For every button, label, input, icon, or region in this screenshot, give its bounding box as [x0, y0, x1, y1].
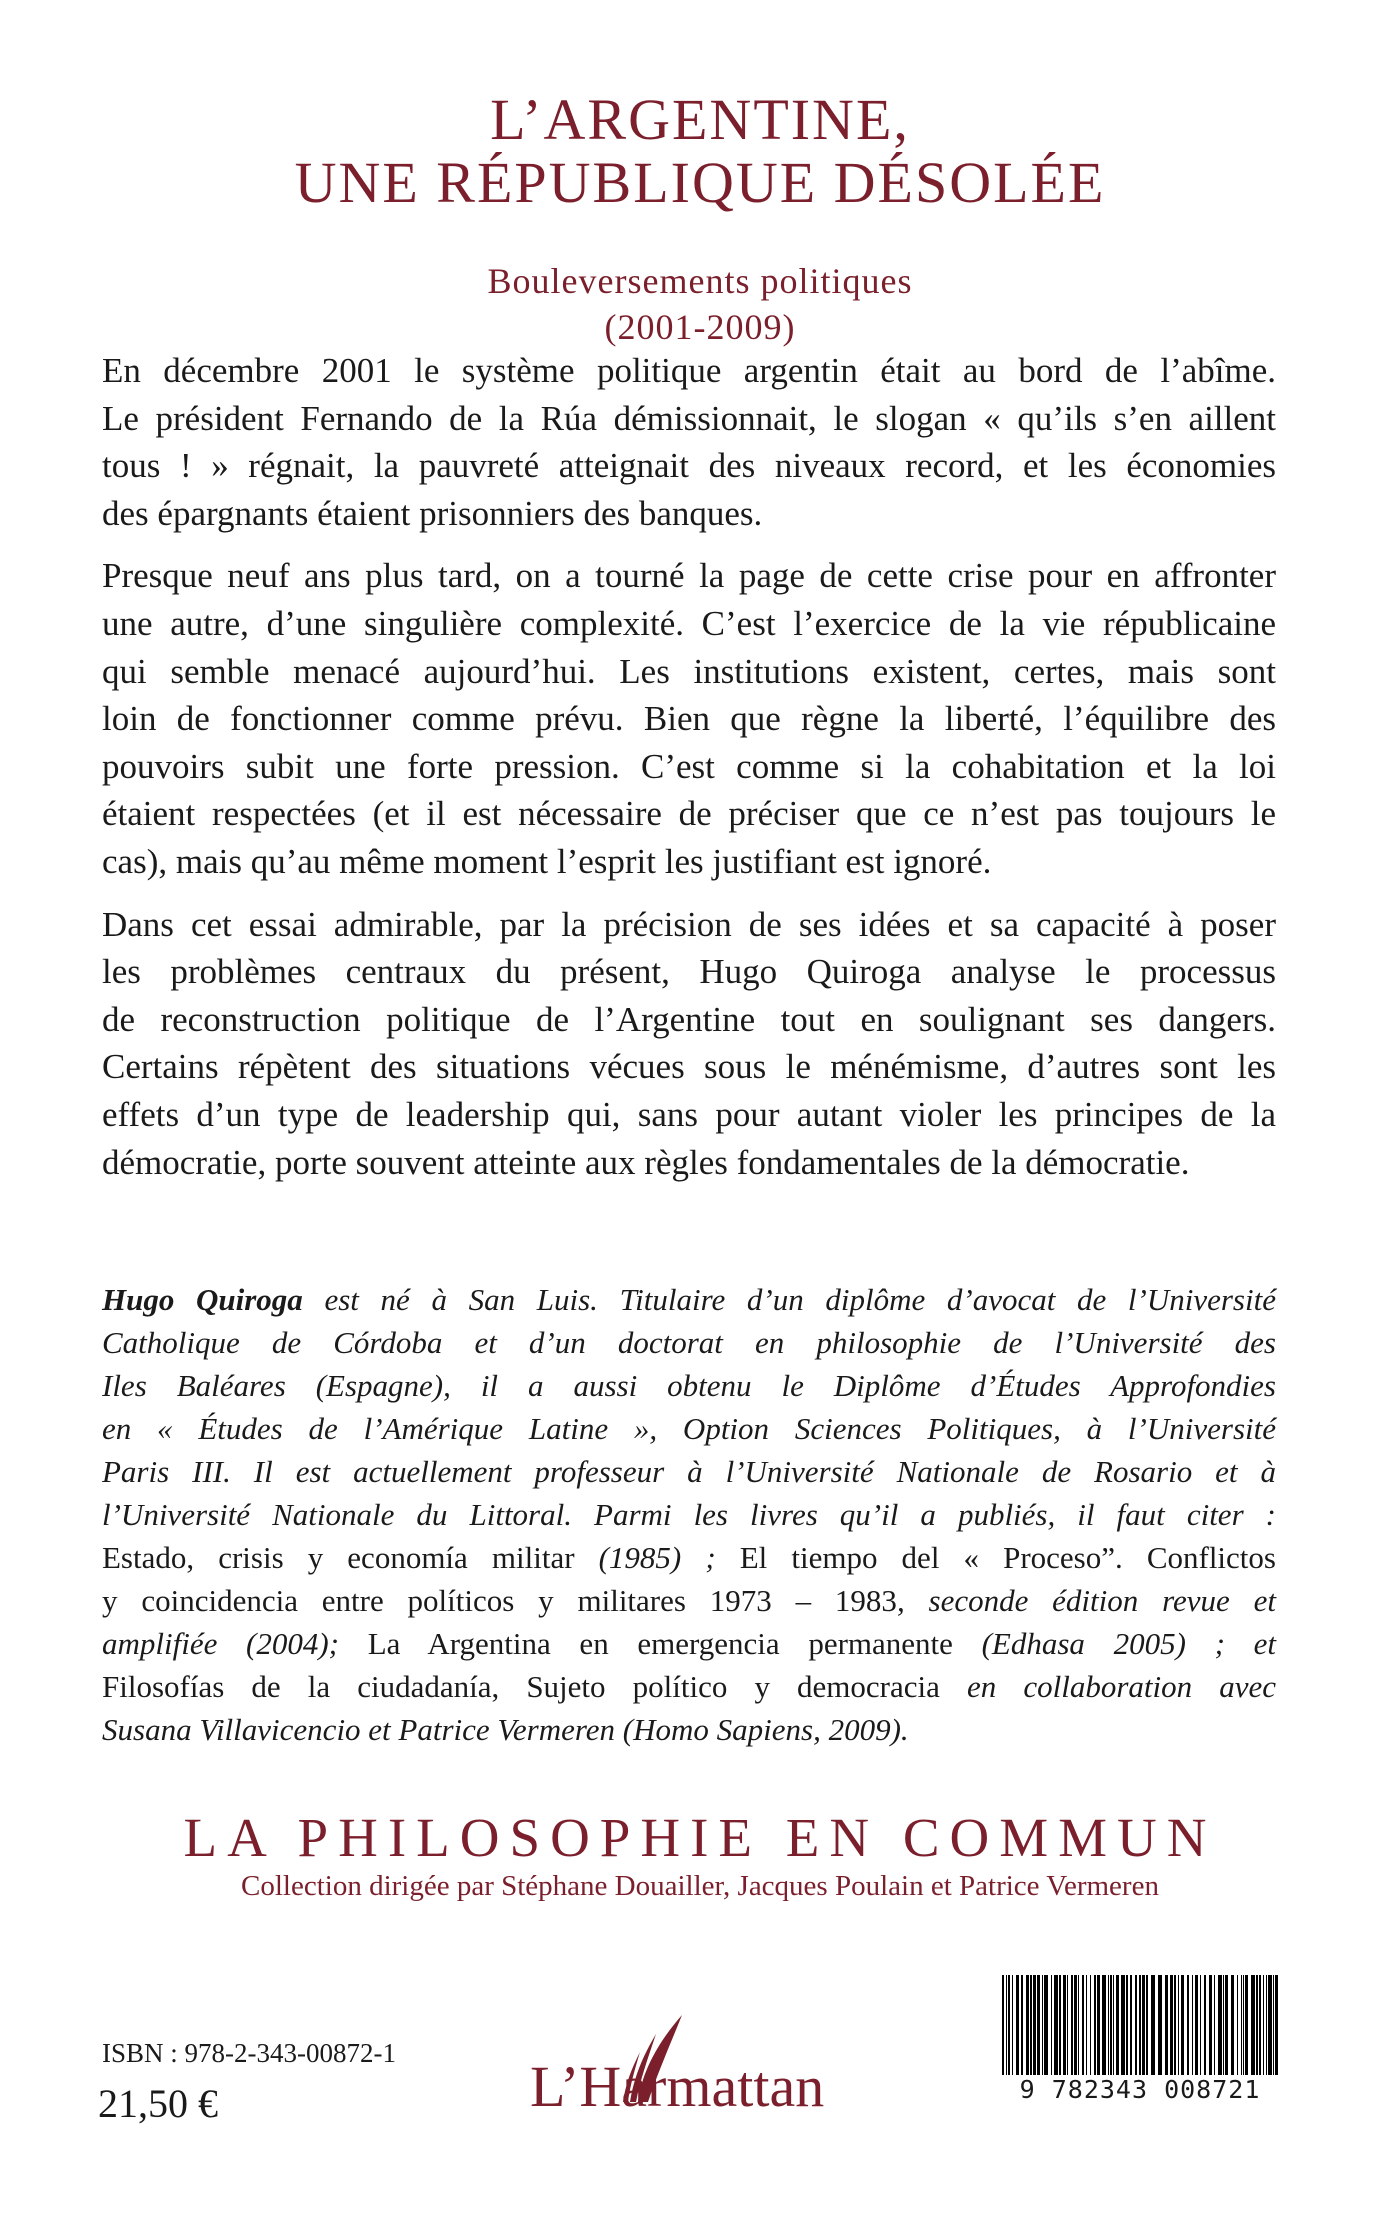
barcode-bar	[1078, 1975, 1079, 2075]
blurb-line: effets d’un type de leadership qui, sans pour autant violer les principes de la	[102, 1094, 1276, 1134]
barcode-bar	[1158, 1975, 1162, 2075]
collection-block	[0, 1808, 1400, 1904]
blurb-line: des épargnants étaient prisonniers des banques.	[102, 493, 763, 533]
barcode-bar	[1082, 1975, 1084, 2075]
bio-line	[102, 1493, 1276, 1536]
blurb-line: de reconstruction politique de l’Argentine tout en soulignant ses dangers.	[102, 999, 1276, 1039]
bio-line	[102, 1665, 1276, 1708]
bio-line	[102, 1536, 1276, 1579]
barcode-bar	[1209, 1975, 1212, 2075]
barcode-bar	[1074, 1975, 1077, 2075]
barcode-bar	[1097, 1975, 1100, 2075]
isbn: ISBN : 978-2-343-00872-1	[102, 2038, 396, 2068]
barcode-bar	[1008, 1975, 1010, 2075]
barcode-bar	[1192, 1975, 1193, 2075]
barcode-bar	[1223, 1975, 1224, 2075]
publisher-name: L’Harmattan	[530, 2054, 825, 2119]
book-title	[0, 88, 1400, 214]
barcode-bar	[1026, 1975, 1029, 2075]
barcode-bar	[1268, 1975, 1272, 2075]
barcode-bar	[1237, 1975, 1238, 2075]
bio-line	[102, 1622, 1276, 1665]
bio-segment: est né à San Luis. Titulaire d’un diplôme d’avocat de l’Université	[302, 1282, 1276, 1317]
collection-title: LA PHILOSOPHIE EN COMMUN	[183, 1807, 1217, 1868]
publisher-logo	[530, 2010, 870, 2120]
blurb-line: cas), mais qu’au même moment l’esprit les justifiant est ignoré.	[102, 841, 992, 881]
barcode-bar	[1121, 1975, 1125, 2075]
barcode-bar	[1063, 1975, 1066, 2075]
barcode-bars	[1000, 1975, 1280, 2083]
barcode-bar	[1256, 1975, 1258, 2075]
blurb-line: qui semble menacé aujourd’hui. Les institutions existent, certes, mais sont	[102, 651, 1276, 691]
bio-segment: y coincidencia entre políticos y militares 1973 – 1983	[102, 1583, 897, 1618]
bio-line	[102, 1321, 1276, 1364]
barcode-bar	[1187, 1975, 1189, 2075]
blurb-line: une autre, d’une singulière complexité. C’est l’exercice de la vie républicaine	[102, 603, 1276, 643]
barcode-bar	[1259, 1975, 1261, 2075]
bio-line	[102, 1364, 1276, 1407]
collection-editors: Collection dirigée par Stéphane Douailler, Jacques Poulain et Patrice Vermeren	[241, 1870, 1159, 1902]
bio-segment: Susana Villavicencio et Patrice Vermeren (Homo Sapiens, 2009).	[102, 1712, 909, 1747]
barcode-bar	[1214, 1975, 1215, 2075]
bio-segment: amplifiée (2004);	[102, 1626, 340, 1661]
barcode-bar	[1181, 1975, 1184, 2075]
author-bio	[102, 1278, 1276, 1751]
barcode-bar	[1178, 1975, 1179, 2075]
blurb-line: étaient respectées (et il est nécessaire de préciser que ce n’est pas toujours le	[102, 794, 1276, 834]
barcode-bar	[1042, 1975, 1043, 2075]
bio-segment: Estado, crisis y economía militar	[102, 1540, 599, 1575]
title-line-2: UNE RÉPUBLIQUE DÉSOLÉE	[294, 150, 1106, 215]
blurb-line: tous ! » régnait, la pauvreté atteignait des niveaux record, et les économies	[102, 446, 1276, 486]
barcode-bar	[1110, 1975, 1112, 2075]
barcode	[1000, 1975, 1280, 2110]
barcode-bar	[1135, 1975, 1137, 2075]
barcode-bar	[1146, 1975, 1148, 2075]
barcode-bar	[1030, 1975, 1032, 2075]
barcode-bar	[1021, 1975, 1023, 2075]
bio-line	[102, 1579, 1276, 1622]
blurb-paragraph	[102, 552, 1276, 885]
bio-line	[102, 1450, 1276, 1493]
bio-line	[102, 1278, 1276, 1321]
bio-segment: Paris III. Il est actuellement professeur à l’Université Nationale de Rosario et à	[102, 1454, 1276, 1489]
author-name: Hugo Quiroga	[102, 1282, 303, 1317]
barcode-bar	[1225, 1975, 1228, 2075]
barcode-bar	[1086, 1975, 1087, 2075]
book-subtitle	[0, 258, 1400, 350]
blurb-line: Certains répètent des situations vécues sous le ménémisme, d’autres sont les	[102, 1047, 1276, 1087]
barcode-bar	[1108, 1975, 1109, 2075]
blurb-line: En décembre 2001 le système politique argentin était au bord de l’abîme.	[102, 351, 1276, 390]
price: 21,50 €	[98, 2081, 218, 2126]
barcode-bar	[1033, 1975, 1036, 2075]
barcode-bar	[1044, 1975, 1048, 2075]
barcode-bar	[1243, 1975, 1244, 2075]
blurb-paragraph	[102, 347, 1276, 537]
barcode-bar	[1218, 1975, 1222, 2075]
barcode-bar	[1051, 1975, 1052, 2075]
blurb-line: Presque neuf ans plus tard, on a tourné la page de cette crise pour en affronter	[102, 556, 1276, 596]
barcode-bar	[1090, 1975, 1091, 2075]
barcode-bar	[1012, 1975, 1013, 2075]
barcode-bar	[1054, 1975, 1058, 2075]
barcode-bar	[1016, 1975, 1019, 2075]
barcode-bar	[1126, 1975, 1128, 2075]
barcode-bar	[1130, 1975, 1132, 2075]
barcode-bar	[1037, 1975, 1040, 2075]
barcode-bar	[1006, 1975, 1007, 2075]
subtitle-line-2: (2001-2009)	[604, 307, 796, 347]
barcode-bar	[1266, 1975, 1267, 2075]
bio-line	[102, 1708, 1276, 1751]
bio-segment: en collaboration avec	[967, 1669, 1277, 1704]
blurb-line: démocratie, porte souvent atteinte aux règles fondamentales de la démocratie.	[102, 1142, 1190, 1182]
bio-segment: Catholique de Córdoba et d’un doctorat en philosophie de l’Université des	[102, 1325, 1276, 1360]
barcode-bar	[1273, 1975, 1274, 2075]
blurb-line: loin de fonctionner comme prévu. Bien que règne la liberté, l’équilibre des	[102, 699, 1276, 739]
barcode-bar	[1174, 1975, 1176, 2075]
bio-segment: Filosofías de la ciudadanía, Sujeto político y democracia	[102, 1669, 968, 1704]
barcode-bar	[1170, 1975, 1173, 2075]
barcode-bar	[1059, 1975, 1061, 2075]
subtitle-line-1: Bouleversements politiques	[487, 261, 913, 301]
blurb-paragraph	[102, 901, 1276, 1187]
bio-segment: l’Université Nationale du Littoral. Parmi les livres qu’il a publiés, il faut citer :	[102, 1497, 1276, 1532]
barcode-bar	[1116, 1975, 1119, 2075]
blurb-line: les problèmes centraux du présent, Hugo Quiroga analyse le processus	[102, 952, 1276, 992]
barcode-bar	[1165, 1975, 1168, 2075]
barcode-digits: 9 782343 008721	[1019, 2075, 1261, 2104]
barcode-bar	[1151, 1975, 1155, 2075]
barcode-bar	[1275, 1975, 1278, 2075]
barcode-bar	[1245, 1975, 1248, 2075]
bio-segment: , seconde édition revue et	[896, 1583, 1276, 1618]
bio-segment: Iles Baléares (Espagne), il a aussi obtenu le Diplôme d’Études Approfondies	[102, 1368, 1276, 1403]
blurb-line: pouvoirs subit une forte pression. C’est comme si la cohabitation et la loi	[102, 746, 1276, 786]
bio-segment: en « Études de l’Amérique Latine », Option Sciences Politiques, à l’Université	[102, 1411, 1276, 1446]
barcode-bar	[1067, 1975, 1068, 2075]
blurb-text	[102, 347, 1276, 1186]
barcode-bar	[1113, 1975, 1114, 2075]
barcode-bar	[1200, 1975, 1201, 2075]
barcode-bar	[1094, 1975, 1096, 2075]
blurb-line: Dans cet essai admirable, par la précision de ses idées et sa capacité à poser	[102, 904, 1276, 944]
bio-line	[102, 1407, 1276, 1450]
blurb-line: Le président Fernando de la Rúa démissionnait, le slogan « qu’ils s’en aillent	[102, 398, 1276, 438]
barcode-bar	[1231, 1975, 1234, 2075]
barcode-bar	[1263, 1975, 1264, 2075]
bio-segment: El tiempo del « Proceso”. Conflictos	[715, 1540, 1276, 1575]
barcode-bar	[1251, 1975, 1255, 2075]
barcode-bar	[1142, 1975, 1145, 2075]
barcode-bar	[1204, 1975, 1206, 2075]
barcode-bar	[1071, 1975, 1073, 2075]
barcode-bar	[1002, 1975, 1004, 2075]
title-line-1: L’ARGENTINE,	[490, 87, 910, 152]
bio-segment: (1985) ;	[598, 1540, 716, 1575]
bio-segment: (Edhasa 2005) ; et	[981, 1626, 1276, 1661]
barcode-bar	[1139, 1975, 1141, 2075]
barcode-bar	[1241, 1975, 1242, 2075]
barcode-bar	[1102, 1975, 1106, 2075]
barcode-bar	[1195, 1975, 1198, 2075]
bio-segment: La Argentina en emergencia permanente	[339, 1626, 982, 1661]
